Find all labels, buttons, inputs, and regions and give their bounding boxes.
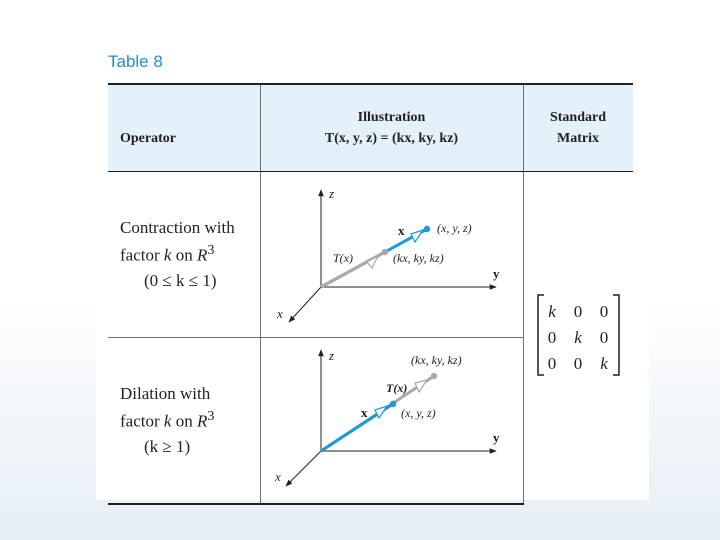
header-standard-matrix — [523, 84, 633, 172]
operator-name-line1: Contraction with — [120, 217, 235, 237]
operator-cell-contraction — [108, 172, 260, 338]
matrix-cell — [523, 172, 633, 505]
operator-r: R — [196, 411, 208, 431]
vector-tx-label: T(x) — [332, 251, 353, 265]
header-illustration-formula: T(x, y, z) = (kx, ky, kz) — [324, 131, 459, 146]
standard-matrix — [524, 291, 633, 381]
operator-exponent: 3 — [207, 241, 215, 258]
header-illustration-title: Illustration — [357, 110, 426, 125]
point-tx-label: (kx, ky, kz) — [392, 251, 444, 265]
x-axis — [286, 451, 321, 486]
y-axis-label: y — [492, 430, 499, 445]
header-matrix-line1: Standard — [549, 110, 607, 125]
matrix-entry: 0 — [547, 353, 556, 373]
operator-condition: (k ≥ 1) — [144, 437, 191, 457]
illustration-cell-dilation — [260, 338, 523, 505]
header-illustration — [260, 84, 523, 172]
z-axis-label: z — [328, 186, 334, 201]
operator-name-line2 — [120, 239, 260, 267]
operator-r: R — [196, 245, 208, 265]
operator-factor-text: factor — [120, 411, 164, 431]
operator-table — [108, 83, 633, 505]
point-x — [389, 401, 395, 407]
vector-tx-arrowhead — [415, 380, 427, 392]
vector-x-label: x — [397, 223, 404, 238]
z-axis-label: z — [328, 348, 334, 363]
matrix-entry: k — [599, 353, 608, 373]
matrix-entry: 0 — [573, 301, 582, 321]
table-title: Table 8 — [108, 52, 163, 71]
matrix-entry: k — [573, 327, 582, 347]
point-tx-label: (kx, ky, kz) — [410, 353, 462, 367]
operator-k: k — [163, 411, 172, 431]
matrix-entry: 0 — [599, 301, 608, 321]
operator-on-text: on — [171, 411, 197, 431]
operator-exponent: 3 — [207, 407, 215, 424]
x-axis-label: x — [274, 469, 281, 484]
matrix-entry: 0 — [599, 327, 608, 347]
y-axis-label: y — [492, 266, 499, 281]
matrix-entry: 0 — [547, 327, 556, 347]
matrix-right-bracket — [613, 295, 619, 375]
header-matrix-line2: Matrix — [557, 131, 599, 146]
header-operator: Operator — [108, 84, 260, 172]
x-axis-label: x — [276, 306, 283, 321]
matrix-left-bracket — [538, 295, 544, 375]
vector-tx-label: T(x) — [385, 381, 407, 395]
point-x-label: (x, y, z) — [400, 406, 436, 420]
operator-name-line1: Dilation with — [120, 383, 211, 403]
table-header-row — [108, 84, 633, 172]
matrix-entry: k — [547, 301, 556, 321]
operator-k: k — [163, 245, 172, 265]
operator-factor-text: factor — [120, 245, 164, 265]
operator-condition: (0 ≤ k ≤ 1) — [144, 271, 217, 291]
point-tx — [430, 373, 436, 379]
dilation-diagram — [261, 338, 523, 503]
axes — [286, 350, 496, 486]
illustration-cell-contraction — [260, 172, 523, 338]
operator-cell-dilation — [108, 338, 260, 505]
matrix-entry: 0 — [573, 353, 582, 373]
contraction-diagram — [261, 172, 523, 337]
operator-name-line2 — [120, 405, 260, 433]
vector-x-arrowhead — [411, 230, 423, 242]
x-axis — [289, 287, 321, 322]
table-row — [108, 172, 633, 338]
vector-x-label: x — [360, 405, 367, 420]
point-x-label: (x, y, z) — [436, 221, 472, 235]
point-x — [423, 226, 429, 232]
point-tx — [381, 249, 387, 255]
operator-on-text: on — [171, 245, 197, 265]
